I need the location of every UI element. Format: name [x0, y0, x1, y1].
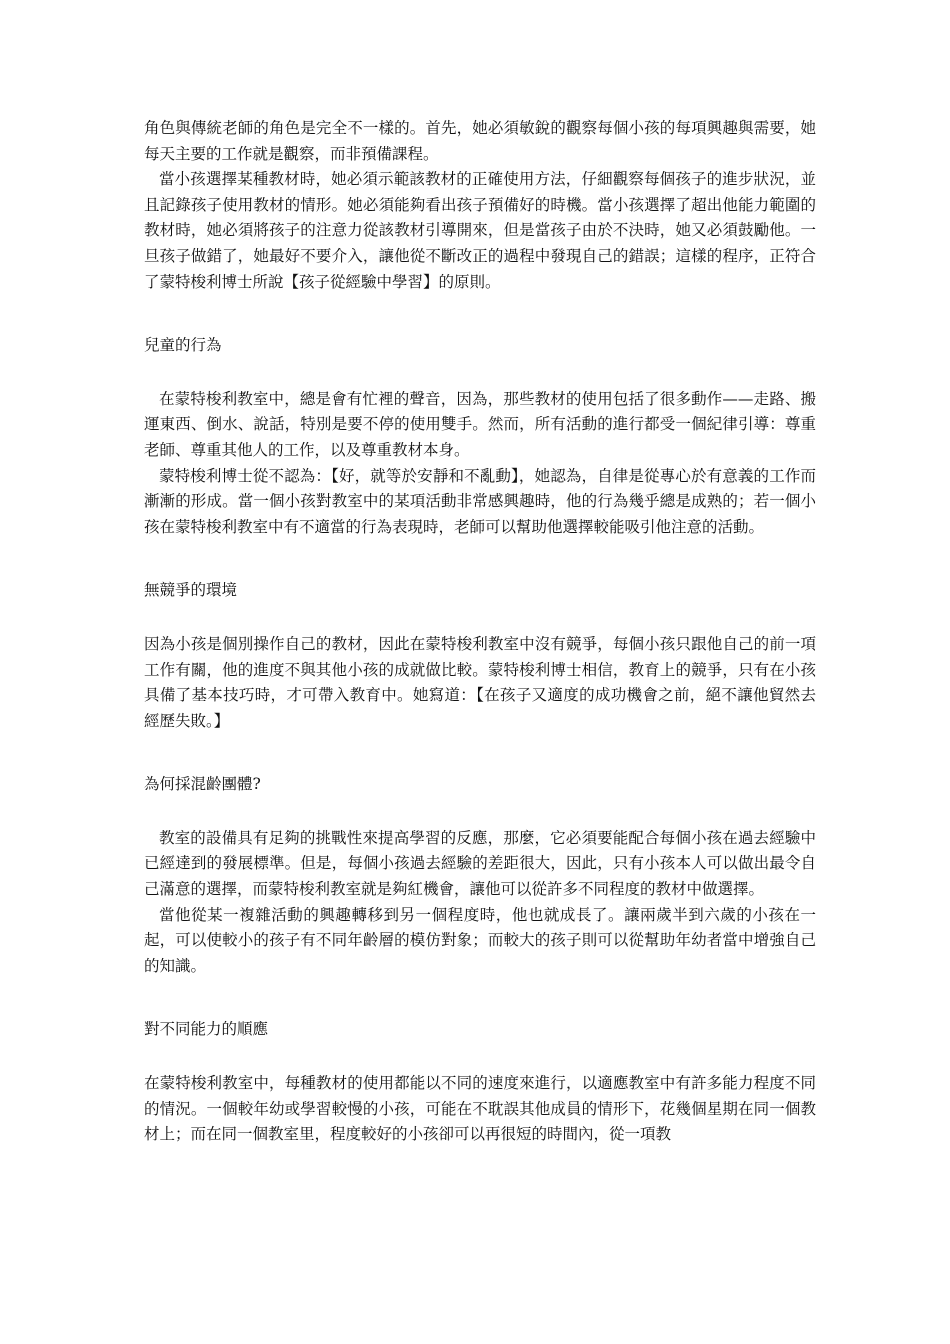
paragraph-different-abilities: 在蒙特梭利教室中，每種教材的使用都能以不同的速度來進行，以適應教室中有許多能力程度不同的情況。一個較年幼或學習較慢的小孩，可能在不耽誤其他成員的情形下，花幾個星期在同一個教材上；而在同一個教室里，程度較好的小孩卻可以再很短的時間內，從一項教 — [144, 1074, 816, 1144]
heading-different-abilities: 對不同能力的順應 — [144, 1020, 269, 1039]
document-page — [144, 116, 816, 1148]
paragraph-teacher-demonstration: 當小孩選擇某種教材時，她必須示範該教材的正確使用方法，仔細觀察每個孩子的進步狀況，並且記錄孩子使用教材的情形。她必須能夠看出孩子預備好的時機。當小孩選擇了超出他能力範圍的教材時，她必須將孩子的注意力從該教材引導開來，但是當孩子由於不決時，她又必須鼓勵他。一旦孩子做錯了，她最好不要介入，讓他從不斷改正的過程中發現自己的錯誤；這樣的程序，正符合了蒙特梭利博士所說【孩子從經驗中學習】的原則。 — [144, 170, 816, 291]
paragraph-teacher-role: 角色與傳統老師的角色是完全不一樣的。首先，她必須敏銳的觀察每個小孩的每項興趣與需要，她每天主要的工作就是觀察，而非預備課程。 — [144, 119, 816, 163]
paragraph-mixed-age-growth: 當他從某一複雜活動的興趣轉移到另一個程度時，他也就成長了。讓兩歲半到六歲的小孩在一起，可以使較小的孩子有不同年齡層的模仿對象；而較大的孩子則可以從幫助年幼者當中增強自己的知識。 — [144, 905, 816, 975]
heading-child-behavior: 兒童的行為 — [144, 336, 222, 355]
paragraph-no-competition: 因為小孩是個別操作自己的教材，因此在蒙特梭利教室中沒有競爭，每個小孩只跟他自己的前一項工作有關，他的進度不與其他小孩的成就做比較。蒙特梭利博士相信，教育上的競爭，只有在小孩具備了基本技巧時，才可帶入教育中。她寫道：【在孩子又適度的成功機會之前，絕不讓他貿然去經歷失敗。】 — [144, 634, 816, 730]
paragraph-self-discipline: 蒙特梭利博士從不認為：【好，就等於安靜和不亂動】，她認為，自律是從專心於有意義的工作而漸漸的形成。當一個小孩對教室中的某項活動非常感興趣時，他的行為幾乎總是成熟的；若一個小孩在蒙特梭利教室中有不適當的行為表現時，老師可以幫助他選擇較能吸引他注意的活動。 — [144, 466, 816, 536]
heading-mixed-age: 為何採混齡團體? — [144, 775, 261, 794]
heading-no-competition: 無競爭的環境 — [144, 581, 238, 600]
paragraph-classroom-equipment: 教室的設備具有足夠的挑戰性來提高學習的反應，那麼，它必須要能配合每個小孩在過去經驗中已經達到的發展標準。但是，每個小孩過去經驗的差距很大，因此，只有小孩本人可以做出最令自己滿意的選擇，而蒙特梭利教室就是夠紅機會，讓他可以從許多不同程度的教材中做選擇。 — [144, 828, 816, 899]
paragraph-classroom-activity: 在蒙特梭利教室中，總是會有忙裡的聲音，因為，那些教材的使用包括了很多動作——走路、搬運東西、倒水、說話，特別是要不停的使用雙手。然而，所有活動的進行都受一個紀律引導：尊重老師、尊重其他人的工作，以及尊重教材本身。 — [144, 389, 816, 459]
